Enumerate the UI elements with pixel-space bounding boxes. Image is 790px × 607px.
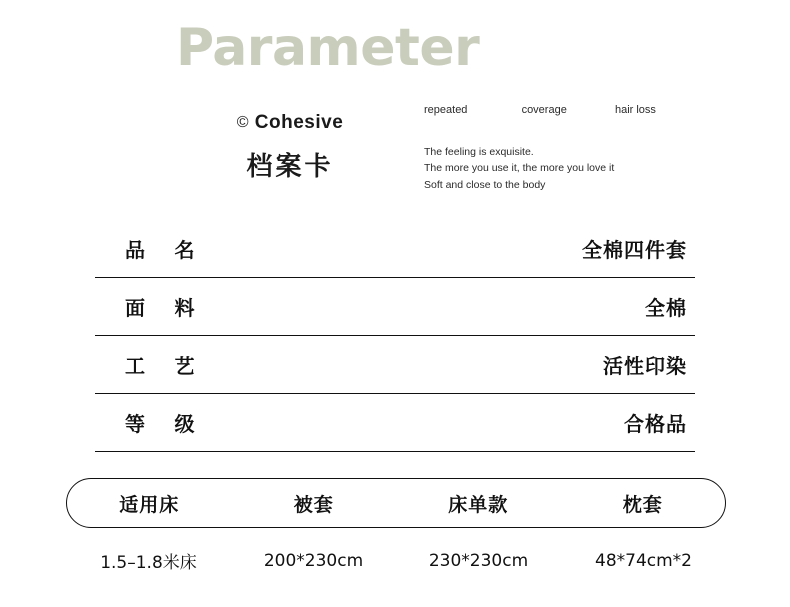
description-line: The more you use it, the more you love it bbox=[424, 162, 615, 175]
description-block bbox=[424, 144, 614, 193]
spec-row bbox=[95, 336, 695, 394]
size-header-cell: 适用床 bbox=[119, 494, 180, 516]
brand-block bbox=[160, 112, 420, 183]
spec-label: 工 艺 bbox=[125, 356, 207, 378]
description-line: The feeling is exquisite. bbox=[424, 146, 534, 158]
keyword-item: repeated bbox=[424, 104, 468, 116]
spec-label: 品 名 bbox=[125, 240, 207, 262]
size-header-cell: 床单款 bbox=[448, 494, 509, 516]
size-value-cell: 48*74cm*2 bbox=[595, 550, 692, 571]
size-table bbox=[66, 478, 726, 573]
spec-value: 全棉四件套 bbox=[582, 240, 687, 262]
spec-value: 活性印染 bbox=[603, 356, 687, 378]
spec-value: 全棉 bbox=[645, 298, 687, 320]
brand-subtitle: 档案卡 bbox=[246, 151, 334, 181]
brand-name-line bbox=[160, 112, 420, 134]
keyword-item: coverage bbox=[521, 104, 567, 116]
keyword-item: hair loss bbox=[614, 104, 656, 116]
spec-value: 合格品 bbox=[624, 414, 687, 436]
size-header-cell: 被套 bbox=[293, 494, 334, 516]
size-header-row bbox=[66, 478, 726, 528]
copyright-icon: © bbox=[236, 114, 250, 131]
spec-table bbox=[95, 220, 695, 452]
spec-label: 面 料 bbox=[125, 298, 207, 320]
size-value-row bbox=[66, 548, 726, 573]
spec-row bbox=[95, 220, 695, 278]
page-title: Parameter bbox=[176, 18, 480, 78]
spec-label: 等 级 bbox=[125, 414, 207, 436]
keyword-list bbox=[424, 104, 656, 116]
size-value-cell: 200*230cm bbox=[263, 550, 364, 571]
brand-name: Cohesive bbox=[254, 112, 344, 133]
size-value-cell: 1.5–1.8米床 bbox=[100, 553, 197, 573]
description-line: Soft and close to the body bbox=[424, 178, 546, 191]
spec-row bbox=[95, 278, 695, 336]
spec-row bbox=[95, 394, 695, 452]
size-value-cell: 230*230cm bbox=[428, 550, 529, 571]
size-header-cell: 枕套 bbox=[622, 494, 663, 516]
